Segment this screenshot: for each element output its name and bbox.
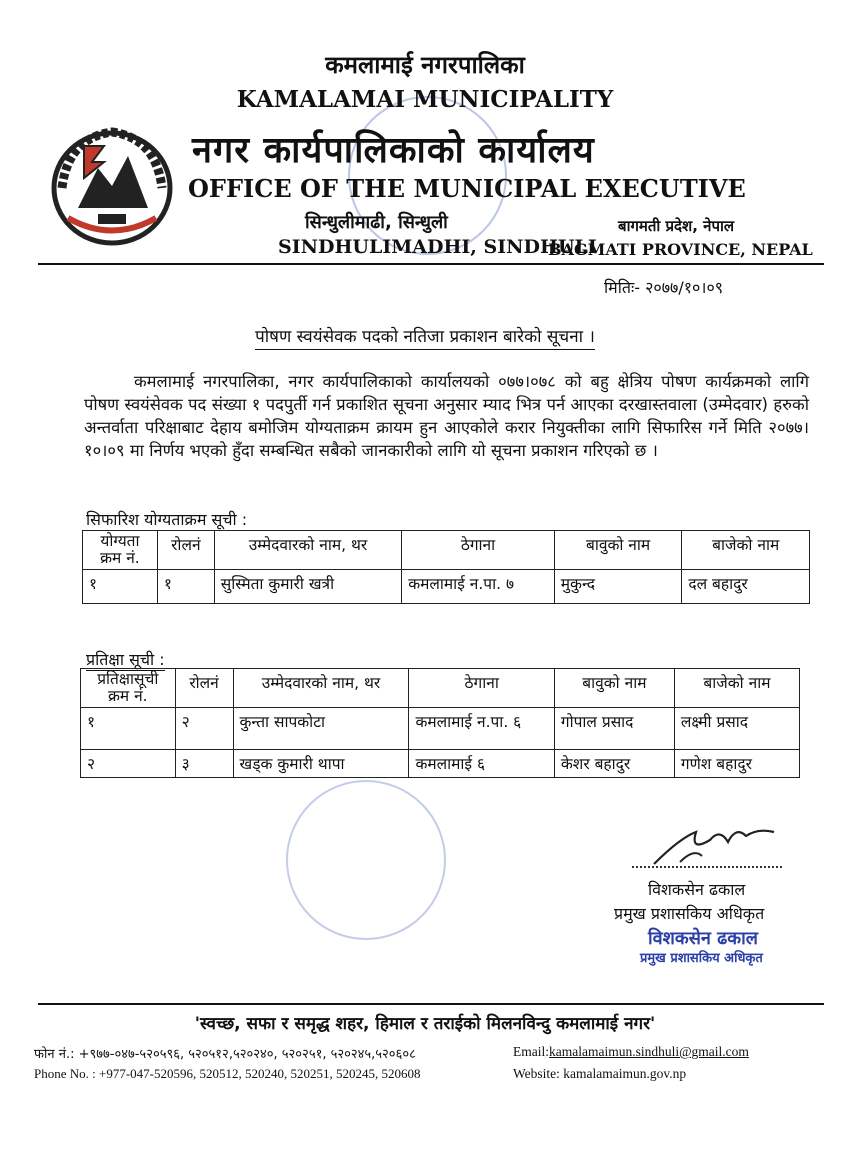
table-cell: १ [83,570,158,604]
municipality-name-en: KAMALAMAI MUNICIPALITY [236,86,614,113]
table-cell: गोपाल प्रसाद [554,708,674,750]
table-cell: गणेश बहादुर [674,750,799,778]
table-cell: लक्ष्मी प्रसाद [674,708,799,750]
email-link[interactable]: kamalamaimun.sindhuli@gmail.com [549,1044,749,1059]
signature-line [632,866,782,868]
waiting-list-title: प्रतिक्षा सूची : [86,650,165,669]
place-np: सिन्धुलीमाढी, सिन्धुली [305,212,448,233]
notice-subject: पोषण स्वयंसेवक पदको नतिजा प्रकाशन बारेको सूचना । [0,324,850,347]
place-en: SINDHULIMADHI, SINDHULI [278,236,597,258]
office-name-np: नगर कार्यपालिकाको कार्यालय [192,130,595,171]
footer-slogan: 'स्वच्छ, सफा र समृद्ध शहर, हिमाल र तराईको मिलनविन्दु कमलामाई नगर' [194,1014,656,1034]
handwritten-signature [650,818,780,870]
table-header-cell: बाजेको नाम [674,669,799,708]
table-header-cell: ठेगाना [409,669,554,708]
table-cell: दल बहादुर [682,570,810,604]
recommended-table [82,530,810,604]
table-cell: सुस्मिता कुमारी खत्री [214,570,401,604]
recommended-list-title: सिफारिश योग्यताक्रम सूची : [86,510,248,529]
table-header-cell: रोलनं [175,669,233,708]
body-paragraph: कमलामाई नगरपालिका, नगर कार्यपालिकाको कार्यालयको ०७७।०७८ को बहु क्षेत्रिय पोषण कार्यक्रमको लागि पोषण स्वयंसेवक पद संख्या १ पदपुर्ती गर्न प्रकाशित सूचना अनुसार म्याद भित्र पर्न आएका दरखास्तवाला (उम्मेदवार) हरुको अन्तर्वाता परिक्षाबाट देहाय बमोजिम योग्यताक्रम क्रायम हुन आएकोले करार नियुक्तीका लागि सिफारिस गर्ने मिति २०७७।१०।०९ मा निर्णय भएको हुँदा सम्बन्धित सबैको जानकारीको लागि यो सूचना प्रकाशन गरिएको छ । [84,372,809,460]
website-link[interactable]: kamalamaimun.gov.np [563,1066,687,1081]
waiting-table [80,668,800,778]
table-header-cell: ठेगाना [402,531,555,570]
notice-body [84,370,809,462]
table-cell: कमलामाई ६ [409,750,554,778]
signatory-name: विशकसेन ढकाल [648,880,746,899]
phone-np: फोन नं.: +९७७-०४७-५२०५९६, ५२०५१२,५२०२४०, ५२०२५१, ५२०२४५,५२०६०८ [34,1047,416,1062]
email-contact [513,1044,749,1060]
footer-rule [38,1003,824,1005]
office-name-en: OFFICE OF THE MUNICIPAL EXECUTIVE [188,174,746,203]
table-cell: १ [81,708,176,750]
nepal-emblem-icon [48,118,176,248]
table-cell: ३ [175,750,233,778]
table-header-cell: उम्मेदवारको नाम, थर [214,531,401,570]
table-cell: कमलामाई न.पा. ७ [402,570,555,604]
table-header-cell: योग्यता क्रम नं. [83,531,158,570]
table-header-cell: रोलनं [157,531,214,570]
table-row [83,570,810,604]
province-en: BAGMATI PROVINCE, NEPAL [548,240,813,259]
table-header-row [83,531,810,570]
table-cell: १ [157,570,214,604]
phone-en: Phone No. : +977-047-520596, 520512, 520240, 520251, 520245, 520608 [34,1066,421,1081]
table-cell: २ [81,750,176,778]
header-rule [38,263,824,265]
table-header-row [81,669,800,708]
table-row [81,750,800,778]
table-header-cell: बावुको नाम [554,669,674,708]
table-header-cell: उम्मेदवारको नाम, थर [233,669,409,708]
table-header-cell: बाजेको नाम [682,531,810,570]
table-cell: कुन्ता सापकोटा [233,708,409,750]
name-stamp: विशकसेन ढकाल [648,928,758,949]
notice-date: मितिः- २०७७/१०।०९ [604,278,724,297]
website-label: Website: [513,1066,560,1081]
table-cell: केशर बहादुर [554,750,674,778]
table-header-cell: बावुको नाम [554,531,682,570]
table-row [81,708,800,750]
table-cell: मुकुन्द [554,570,682,604]
table-header-cell: प्रतिक्षासूची क्रम नं. [81,669,176,708]
table-cell: कमलामाई न.पा. ६ [409,708,554,750]
email-label: Email: [513,1044,549,1059]
table-cell: २ [175,708,233,750]
province-np: बागमती प्रदेश, नेपाल [618,217,735,235]
municipality-name-np: कमलामाई नगरपालिका [325,51,525,79]
table-cell: खड्क कुमारी थापा [233,750,409,778]
office-stamp [286,780,446,940]
website-contact [513,1066,686,1082]
title-stamp: प्रमुख प्रशासकिय अधिकृत [640,951,763,966]
signatory-title: प्रमुख प्रशासकिय अधिकृत [614,904,765,923]
